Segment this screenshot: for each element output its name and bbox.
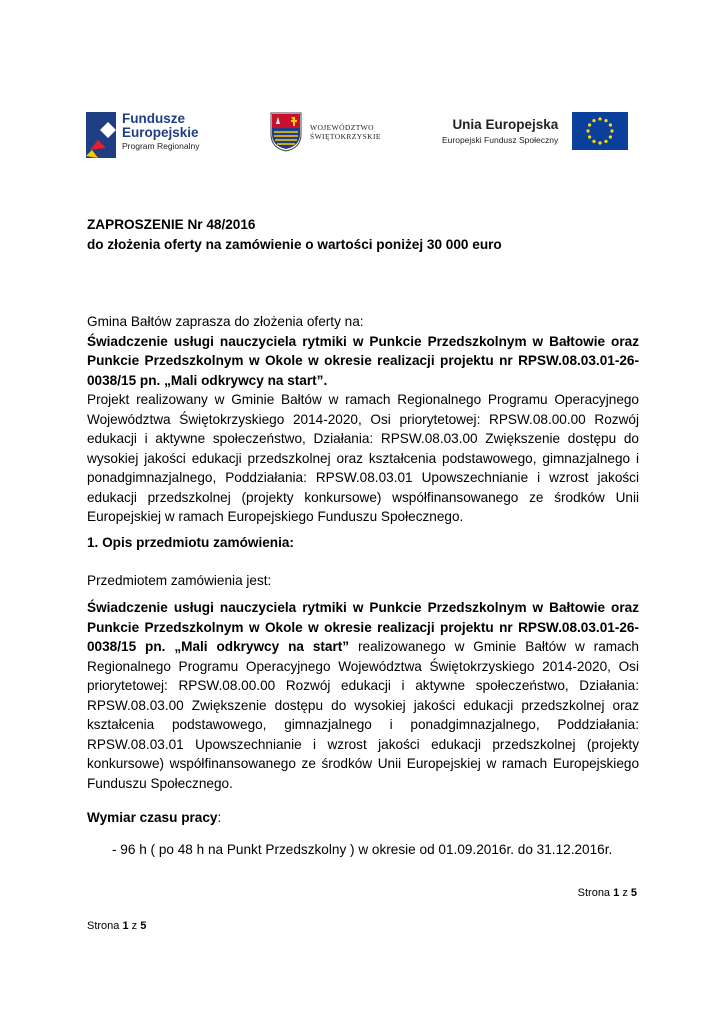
section1-lead: Przedmiotem zamówienia jest:: [87, 573, 272, 588]
intro-project-description: Projekt realizowany w Gminie Bałtów w ramach Regionalnego Programu Operacyjnego Województwa Świętokrzyskiego 2014-2020, Osi priorytetowej: RPSW.08.00.00 Rozwój edukacji i aktywne społeczeństwo, Działania: RPSW.08.03.00 Zwiększenie dostępu do wysokiej jakości edukacji przedszkolnej oraz kształcenia podstawowego, gimnazjalnego i ponadgimnazjalnego, Poddziałania: RPSW.08.03.01 Upowszechnianie i wzrost jakości edukacji przedszkolnej (projekty konkursowe) współfinansowanego ze środków Unii Europejskiej w ramach Europejskiego Funduszu Społecznego.: [87, 392, 639, 524]
worktime-label: Wymiar czasu pracy: [87, 810, 218, 825]
page-number-right: [578, 887, 637, 899]
unia-europejska-logo: [442, 112, 628, 150]
eu-flag-icon: [572, 112, 628, 150]
page-number-left: [87, 920, 146, 932]
fundusze-europejskie-star-icon: [86, 112, 116, 158]
footer-page-left: 1: [122, 920, 129, 932]
intro-section: [87, 312, 639, 527]
footer-page: 1: [613, 887, 620, 899]
section1-heading: 1. Opis przedmiotu zamówienia:: [87, 535, 294, 550]
footer-word: Strona: [577, 887, 611, 899]
footer-of-left: z: [131, 920, 138, 932]
footer-of: z: [622, 887, 628, 899]
fe-logo-line3: Program Regionalny: [122, 141, 200, 152]
ue-logo-line2: Europejski Fundusz Społeczny: [442, 135, 559, 145]
intro-service-title: Świadczenie usługi nauczyciela rytmiki w Punkcie Przedszkolnym w Bałtowie oraz Punkcie Przedszkolnym w Okole w okresie realizacji projektu nr RPSW.08.03.01-26-0038/15 pn. „Mali odkrywcy na start”.: [87, 333, 639, 388]
section1-description: realizowanego w Gminie Bałtów w ramach Regionalnego Programu Operacyjnego Województwa Świętokrzyskiego 2014-2020, Osi priorytetowej: RPSW.08.00.00 Rozwój edukacji i aktywne społeczeństwo, Działania: RPSW.08.03.00 Zwiększenie dostępu do wysokiej jakości edukacji przedszkolnej oraz kształcenia podstawowego, gimnazjalnego i ponadgimnazjalnego, Poddziałania: RPSW.08.03.01 Upowszechnianie i wzrost jakości edukacji przedszkolnej (projekty konkursowe) współfinansowanego ze środków Unii Europejskiej w ramach Europejskiego Funduszu Społecznego.: [87, 639, 639, 791]
fundusze-europejskie-logo: [86, 112, 199, 158]
worktime-colon: :: [217, 810, 222, 825]
fe-logo-line2: Europejskie: [122, 125, 199, 141]
logo-header: [0, 100, 724, 170]
swietokrzyskie-logo: [270, 112, 381, 152]
sw-logo-line2: ŚWIĘTOKRZYSKIE: [310, 132, 381, 141]
crest-icon: [270, 112, 302, 152]
section1-service-title: Świadczenie usługi nauczyciela rytmiki w Punkcie Przedszkolnym w Bałtowie oraz Punkcie Przedszkolnym w Okole w okresie realizacji projektu nr RPSW.08.03.01-26-0038/15 pn. „Mali odkrywcy na start”: [87, 600, 639, 654]
footer-total: 5: [630, 887, 637, 899]
ue-logo-line1: Unia Europejska: [452, 117, 559, 132]
footer-word-left: Strona: [87, 920, 120, 932]
worktime-item: - 96 h ( po 48 h na Punkt Przedszkolny ) w okresie od 01.09.2016r. do 31.12.2016r.: [112, 842, 613, 857]
worktime-heading: [87, 808, 639, 828]
sw-logo-line1: WOJEWÓDZTWO: [310, 122, 374, 132]
invitation-heading: [87, 215, 639, 254]
invitation-title: ZAPROSZENIE Nr 48/2016: [87, 217, 256, 232]
invitation-subtitle: do złożenia oferty na zamówienie o wartości poniżej 30 000 euro: [87, 236, 502, 252]
footer-total-left: 5: [140, 920, 147, 932]
fe-logo-line1: Fundusze: [122, 111, 185, 126]
intro-line: Gmina Bałtów zaprasza do złożenia oferty na:: [87, 314, 364, 329]
section1-body: [87, 598, 639, 793]
